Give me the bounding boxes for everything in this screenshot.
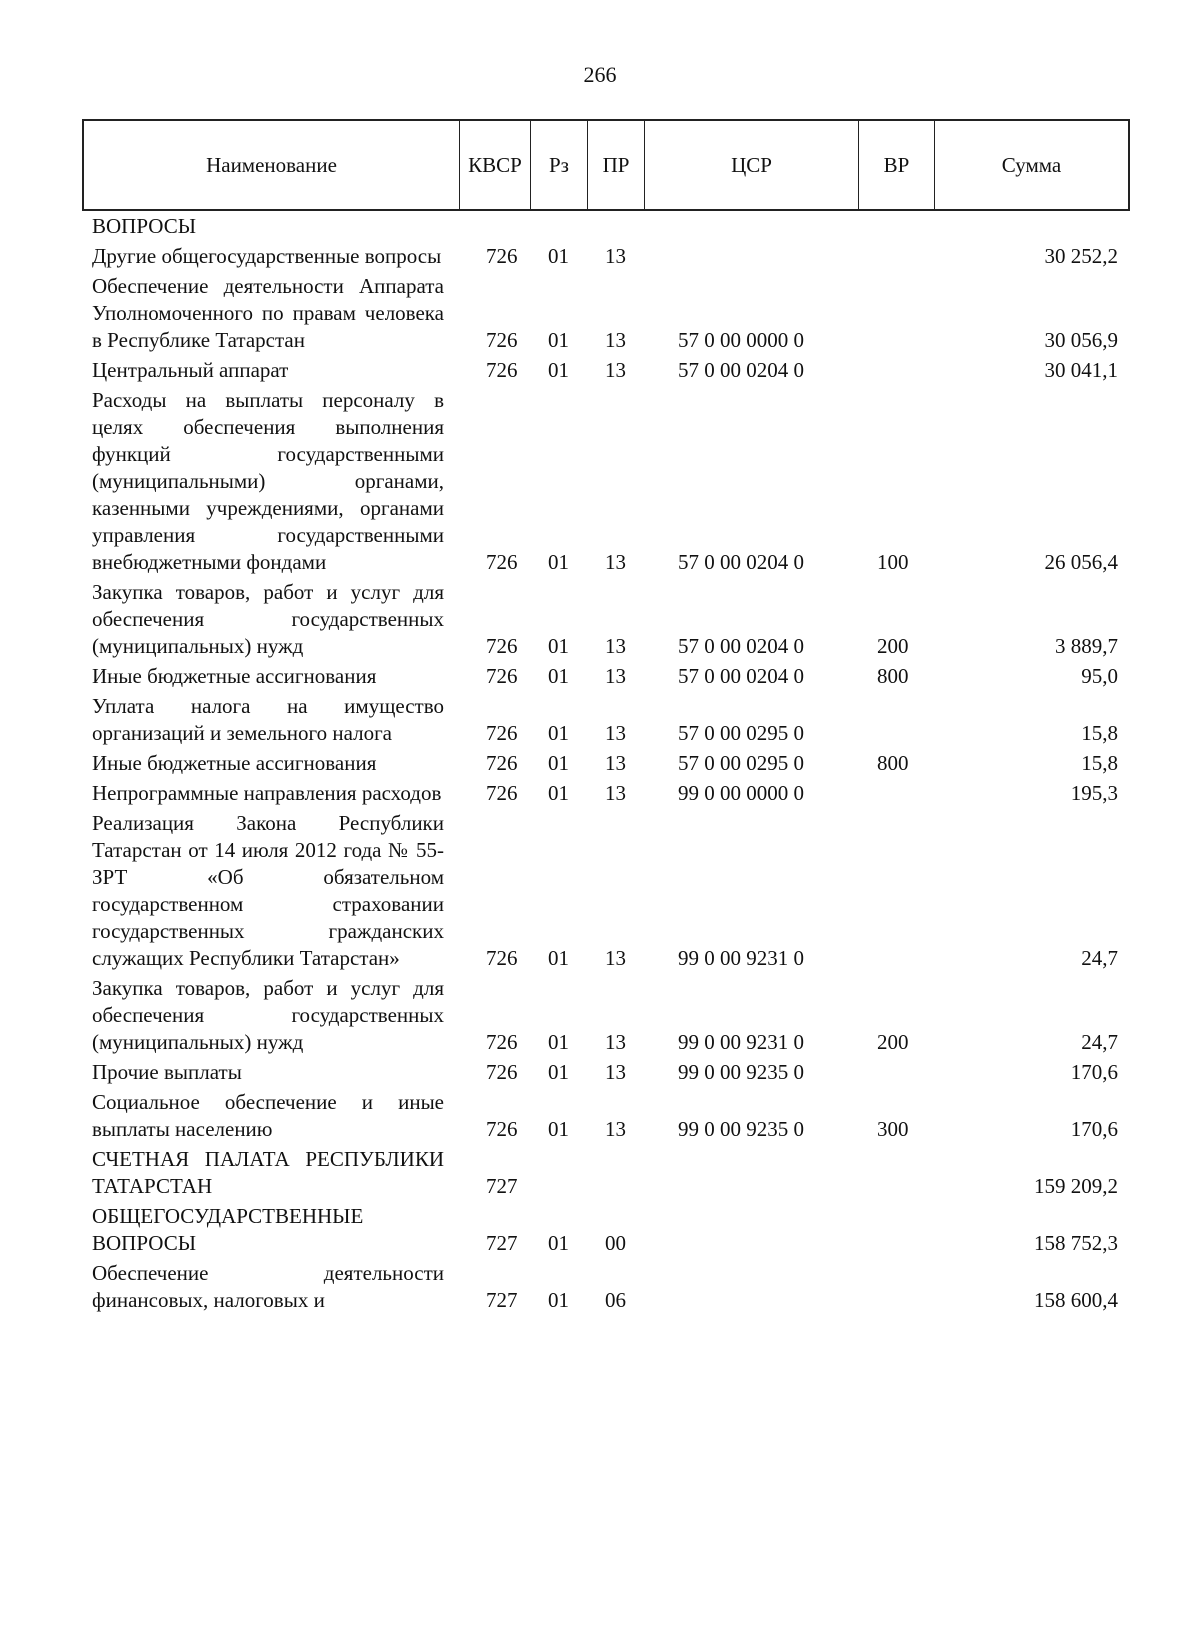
table-row (82, 273, 1130, 354)
row-csr: 57 0 00 0204 0 (678, 550, 804, 574)
row-sum: 158 752,3 (1034, 1231, 1118, 1255)
row-kvsr: 726 (486, 358, 518, 382)
row-kvsr: 726 (486, 1117, 518, 1141)
header-rz: Рз (531, 121, 588, 209)
row-pr: 13 (605, 946, 626, 970)
row-sum: 24,7 (1081, 946, 1118, 970)
row-vr: 800 (877, 664, 909, 688)
row-pr: 13 (605, 1060, 626, 1084)
row-csr: 57 0 00 0295 0 (678, 721, 804, 745)
table-row (82, 750, 1130, 777)
row-sum: 170,6 (1070, 1060, 1118, 1084)
row-pr: 13 (605, 358, 626, 382)
row-rz: 01 (548, 328, 569, 352)
row-name: ВОПРОСЫ (92, 214, 197, 238)
page-number: 266 (583, 62, 617, 87)
row-vr: 200 (877, 634, 909, 658)
row-sum: 15,8 (1081, 751, 1118, 775)
row-name: Закупка товаров, работ и услуг для обеспечения государственных (муниципальных) нужд (92, 976, 444, 1054)
row-name: Иные бюджетные ассигнования (92, 751, 377, 775)
row-rz: 01 (548, 1060, 569, 1084)
row-name: Социальное обеспечение и иные выплаты населению (92, 1090, 444, 1141)
row-rz: 01 (548, 781, 569, 805)
row-pr: 13 (605, 328, 626, 352)
row-kvsr: 727 (486, 1174, 518, 1198)
row-rz: 01 (548, 1117, 569, 1141)
row-name: ОБЩЕГОСУДАРСТВЕННЫЕ ВОПРОСЫ (92, 1204, 364, 1255)
row-pr: 13 (605, 721, 626, 745)
row-sum: 195,3 (1070, 781, 1118, 805)
row-pr: 13 (605, 751, 626, 775)
row-sum: 159 209,2 (1034, 1174, 1118, 1198)
row-rz: 01 (548, 946, 569, 970)
table-row (82, 693, 1130, 747)
header-vr: ВР (859, 121, 935, 209)
row-name: Обеспечение деятельности Аппарата Уполномоченного по правам человека в Республике Татарстан (92, 274, 444, 352)
row-rz: 01 (548, 751, 569, 775)
row-rz: 01 (548, 1030, 569, 1054)
row-pr: 13 (605, 1117, 626, 1141)
row-name: Иные бюджетные ассигнования (92, 664, 377, 688)
header-sum: Сумма (1001, 152, 1062, 177)
header-name: Наименование (84, 121, 460, 209)
row-kvsr: 726 (486, 1060, 518, 1084)
row-pr: 06 (605, 1288, 626, 1312)
row-pr: 13 (605, 1030, 626, 1054)
row-vr: 200 (877, 1030, 909, 1054)
row-csr: 99 0 00 0000 0 (678, 781, 804, 805)
row-pr: 13 (605, 781, 626, 805)
row-kvsr: 726 (486, 751, 518, 775)
row-sum: 170,6 (1070, 1117, 1118, 1141)
row-sum: 30 056,9 (1044, 328, 1118, 352)
row-sum: 30 252,2 (1044, 244, 1118, 268)
row-csr: 57 0 00 0295 0 (678, 751, 804, 775)
row-kvsr: 726 (486, 664, 518, 688)
table-row (82, 213, 1130, 240)
row-pr: 13 (605, 550, 626, 574)
row-kvsr: 726 (486, 1030, 518, 1054)
table-row (82, 780, 1130, 807)
row-rz: 01 (548, 1288, 569, 1312)
row-kvsr: 727 (486, 1231, 518, 1255)
row-kvsr: 727 (486, 1288, 518, 1312)
row-vr: 100 (877, 550, 909, 574)
table-body (82, 213, 1130, 1317)
row-sum: 24,7 (1081, 1030, 1118, 1054)
row-name: Уплата налога на имущество организаций и земельного налога (92, 694, 444, 745)
row-vr: 300 (877, 1117, 909, 1141)
row-pr: 13 (605, 634, 626, 658)
row-rz: 01 (548, 1231, 569, 1255)
row-rz: 01 (548, 721, 569, 745)
row-pr: 13 (605, 664, 626, 688)
row-kvsr: 726 (486, 550, 518, 574)
row-name: Реализация Закона Республики Татарстан от 14 июля 2012 года № 55-ЗРТ «Об обязательном государственном страховании государственных гражданских служащих Республики Татарстан» (92, 811, 444, 970)
row-name: Центральный аппарат (92, 358, 289, 382)
row-rz: 01 (548, 664, 569, 688)
header-kvsr: КВСР (460, 121, 531, 209)
row-sum: 30 041,1 (1044, 358, 1118, 382)
row-csr: 57 0 00 0204 0 (678, 358, 804, 382)
table-row (82, 357, 1130, 384)
row-vr: 800 (877, 751, 909, 775)
row-name: Обеспечение деятельности финансовых, налоговых и (92, 1261, 444, 1312)
row-rz: 01 (548, 550, 569, 574)
row-kvsr: 726 (486, 328, 518, 352)
row-rz: 01 (548, 358, 569, 382)
row-name: Закупка товаров, работ и услуг для обеспечения государственных (муниципальных) нужд (92, 580, 444, 658)
row-csr: 57 0 00 0204 0 (678, 634, 804, 658)
table-row (82, 810, 1130, 972)
row-sum: 95,0 (1081, 664, 1118, 688)
table-row (82, 1203, 1130, 1257)
table-row (82, 1059, 1130, 1086)
table-row (82, 387, 1130, 576)
row-name: Прочие выплаты (92, 1060, 242, 1084)
row-kvsr: 726 (486, 634, 518, 658)
row-csr: 99 0 00 9231 0 (678, 1030, 804, 1054)
row-name: Непрограммные направления расходов (92, 781, 442, 805)
row-pr: 13 (605, 244, 626, 268)
row-sum: 158 600,4 (1034, 1288, 1118, 1312)
row-sum: 26 056,4 (1044, 550, 1118, 574)
row-rz: 01 (548, 634, 569, 658)
row-name: Расходы на выплаты персоналу в целях обеспечения выполнения функций государственными (муниципальными) органами, казенными учреждениями, органами управления государственными внебюджетными фондами (92, 388, 444, 574)
table-row (82, 1089, 1130, 1143)
table-row (82, 1260, 1130, 1314)
row-kvsr: 726 (486, 946, 518, 970)
row-kvsr: 726 (486, 721, 518, 745)
header-pr: ПР (588, 121, 645, 209)
row-csr: 99 0 00 9235 0 (678, 1060, 804, 1084)
row-kvsr: 726 (486, 244, 518, 268)
row-csr: 99 0 00 9235 0 (678, 1117, 804, 1141)
table-row (82, 663, 1130, 690)
row-name: Другие общегосударственные вопросы (92, 244, 442, 268)
row-pr: 00 (605, 1231, 626, 1255)
table-row (82, 975, 1130, 1056)
table-row (82, 579, 1130, 660)
table-header (82, 119, 1130, 211)
table-row (82, 243, 1130, 270)
row-sum: 15,8 (1081, 721, 1118, 745)
row-kvsr: 726 (486, 781, 518, 805)
row-name: СЧЕТНАЯ ПАЛАТА РЕСПУБЛИКИ ТАТАРСТАН (92, 1147, 444, 1198)
row-csr: 57 0 00 0000 0 (678, 328, 804, 352)
row-sum: 3 889,7 (1055, 634, 1118, 658)
table-row (82, 1146, 1130, 1200)
row-csr: 99 0 00 9231 0 (678, 946, 804, 970)
header-csr: ЦСР (645, 121, 859, 209)
row-csr: 57 0 00 0204 0 (678, 664, 804, 688)
row-rz: 01 (548, 244, 569, 268)
